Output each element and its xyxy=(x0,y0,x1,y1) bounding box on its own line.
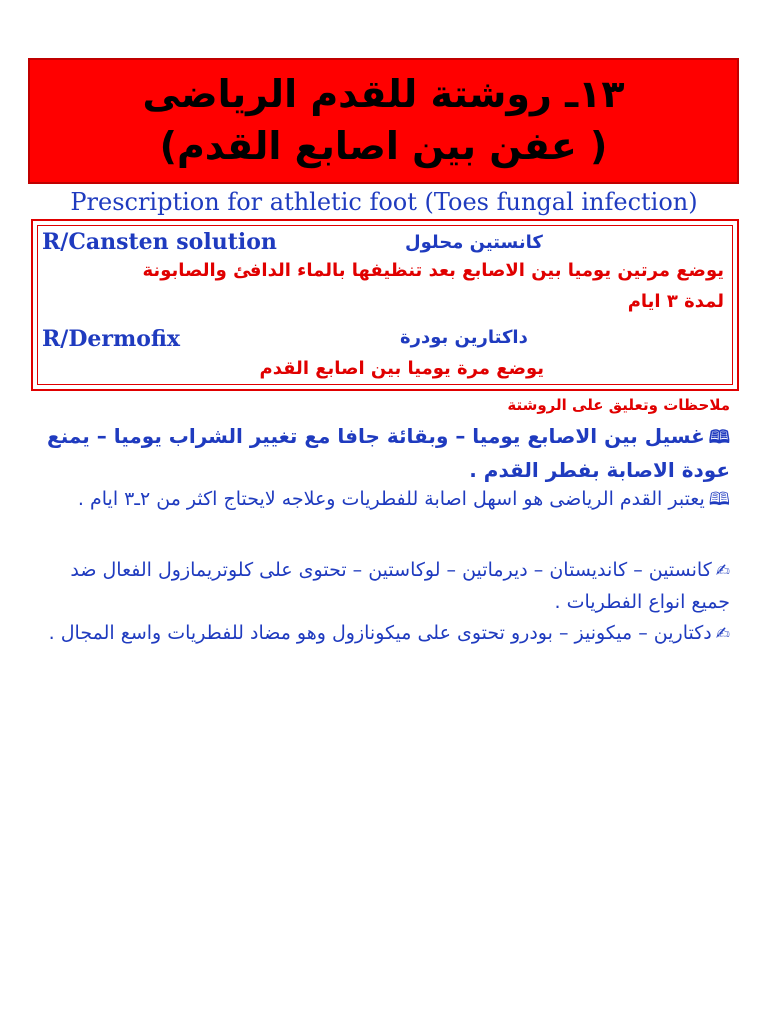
note-item-3 xyxy=(36,555,730,618)
note-item-1 xyxy=(36,420,730,486)
rx1-english-name: R/Cansten solution xyxy=(42,229,277,255)
notes-heading: ملاحظات وتعليق على الروشتة xyxy=(507,396,730,414)
english-subtitle: Prescription for athletic foot (Toes fungal infection) xyxy=(70,188,698,216)
rx2-arabic-name: داكتارين بودرة xyxy=(400,327,528,348)
note-item-1-text: غسيل بين الاصابع يوميا – وبقائة جافا مع تغيير الشراب يوميا – يمنع عودة الاصابة بفطر القدم . xyxy=(47,424,730,482)
book-icon: 🕮 xyxy=(708,489,730,510)
note-item-2 xyxy=(36,484,730,515)
pen-icon: ✍ xyxy=(715,624,730,644)
title-line-1: ١٣ـ روشتة للقدم الرياضى xyxy=(142,72,625,116)
rx2-english-name: R/Dermofix xyxy=(42,326,181,352)
book-icon: 🕮 xyxy=(708,427,730,448)
note-item-2-text: يعتبر القدم الرياضى هو اسهل اصابة للفطريات وعلاجه لايحتاج اكثر من ٢ـ٣ ايام . xyxy=(77,488,705,510)
title-banner xyxy=(28,58,739,184)
note-item-3-text: كانستين – كانديستان – ديرماتين – لوكاستين – تحتوى على كلوتريمازول الفعال ضد جميع انواع الفطريات . xyxy=(70,559,730,613)
note-item-4-text: دكتارين – ميكونيز – بودرو تحتوى على ميكونازول وهو مضاد للفطريات واسع المجال . xyxy=(48,622,712,644)
title-line-2: ( عفن بين اصابع القدم) xyxy=(159,124,608,168)
pen-icon: ✍ xyxy=(715,561,730,581)
rx1-directions-line-1: يوضع مرتين يوميا بين الاصابع بعد تنظيفها بالماء الدافئ والصابونة xyxy=(142,260,724,281)
rx1-arabic-name: كانستين محلول xyxy=(405,232,543,253)
note-item-4 xyxy=(36,618,730,650)
rx2-directions: يوضع مرة يوميا بين اصابع القدم xyxy=(259,358,544,379)
rx1-directions-line-2: لمدة ٣ ايام xyxy=(627,291,724,312)
